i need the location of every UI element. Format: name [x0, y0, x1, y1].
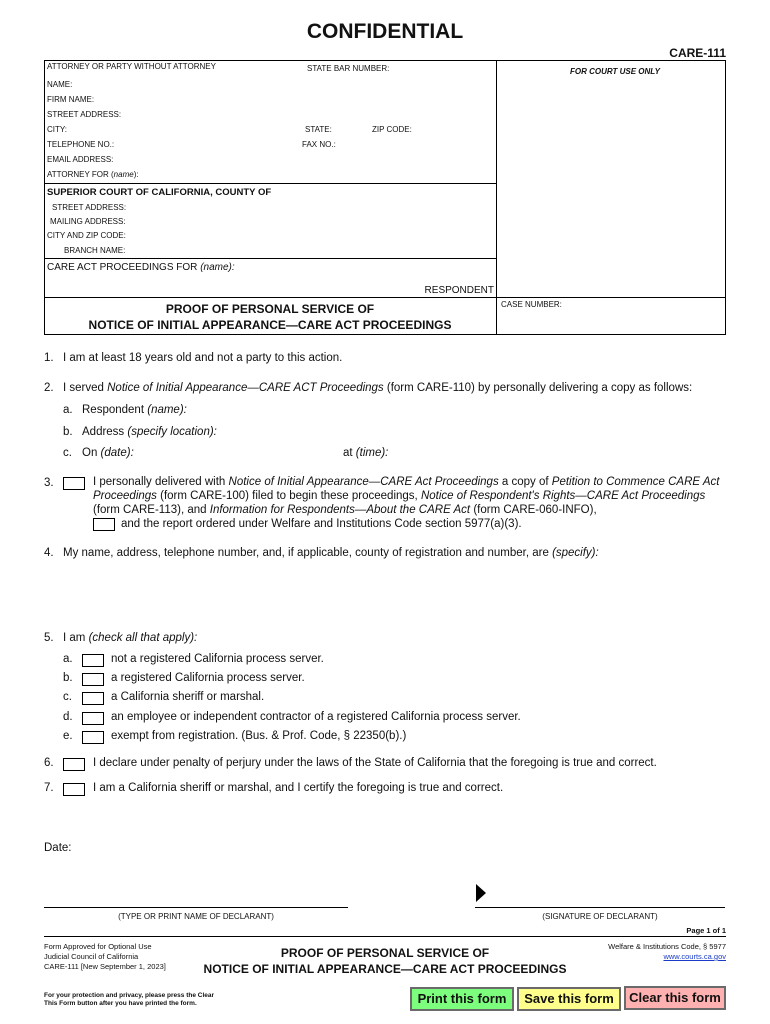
street-address-label: STREET ADDRESS:	[47, 110, 122, 119]
item-2-form-title: Notice of Initial Appearance—CARE ACT Proceedings	[107, 382, 384, 394]
item-4-text	[63, 547, 599, 559]
item-7-number: 7.	[44, 782, 54, 794]
court-use-label: FOR COURT USE ONLY	[570, 67, 660, 76]
item-2c-time	[343, 447, 388, 459]
item-5b-letter: b.	[63, 672, 73, 684]
item-3-l2-mid: (form CARE-100) filed to begin these proceedings,	[160, 490, 418, 502]
item-6-text: I declare under penalty of perjury under the laws of the State of California that the foregoing is true and correct.	[93, 757, 657, 769]
attorney-for-label	[47, 170, 139, 179]
item-5a-text: not a registered California process server.	[111, 653, 324, 665]
state-bar-label: STATE BAR NUMBER:	[307, 64, 390, 73]
caption-bottom-line	[44, 334, 726, 335]
care-proceedings-text: CARE ACT PROCEEDINGS FOR	[47, 262, 198, 273]
item-5b-text: a registered California process server.	[111, 672, 305, 684]
case-number-label: CASE NUMBER:	[501, 300, 562, 309]
item-2b-ital: (specify location):	[127, 426, 217, 438]
item-5c-letter: c.	[63, 691, 72, 703]
item-5-number: 5.	[44, 632, 54, 644]
date-label: Date:	[44, 842, 72, 854]
zip-label: ZIP CODE:	[372, 125, 412, 134]
item-3-l1-mid: a copy of	[501, 476, 549, 488]
respondent-label: RESPONDENT	[424, 285, 494, 296]
item-3-checkbox[interactable]	[63, 477, 85, 490]
item-5d-text: an employee or independent contractor of a registered California process server.	[111, 711, 521, 723]
item-7-text: I am a California sheriff or marshal, and I certify the foregoing is true and correct.	[93, 782, 504, 794]
signature-arrow-icon	[476, 884, 486, 902]
item-3-line2	[93, 490, 705, 502]
footer-revision: CARE-111 [New September 1, 2023]	[44, 962, 166, 971]
footer-top-line	[44, 936, 726, 937]
item-2-number: 2.	[44, 382, 54, 394]
item-5e-text: exempt from registration. (Bus. & Prof. Code, § 22350(b).)	[111, 730, 407, 742]
telephone-label: TELEPHONE NO.:	[47, 140, 115, 149]
item-5c-checkbox[interactable]	[82, 692, 104, 705]
confidential-heading: CONFIDENTIAL	[306, 20, 464, 43]
courts-website-link[interactable]: www.courts.ca.gov	[663, 952, 726, 961]
care-proceedings-name: (name):	[200, 262, 235, 273]
attorney-for-name: name	[113, 170, 134, 179]
page-indicator: Page 1 of 1	[686, 926, 726, 935]
item-2b-letter: b.	[63, 426, 73, 438]
item-5a-checkbox[interactable]	[82, 654, 104, 667]
signature-label: (SIGNATURE OF DECLARANT)	[542, 912, 658, 921]
state-label: STATE:	[305, 125, 332, 134]
item-2a-text: Respondent	[82, 404, 145, 416]
attorney-label: ATTORNEY OR PARTY WITHOUT ATTORNEY	[47, 62, 216, 71]
item-3-l2-ital2: Notice of Respondent's Rights—CARE Act Proceedings	[420, 490, 706, 502]
form-number: CARE-111	[669, 46, 726, 60]
item-7-checkbox[interactable]	[63, 783, 85, 796]
item-4-number: 4.	[44, 547, 54, 559]
clear-form-button[interactable]: Clear this form	[624, 986, 726, 1010]
privacy-note-line1: For your protection and privacy, please press the Clear	[44, 992, 215, 999]
item-5b-checkbox[interactable]	[82, 673, 104, 686]
print-name-line	[44, 907, 348, 908]
attorney-for-prefix: ATTORNEY FOR (	[47, 170, 114, 179]
item-3-l3-ital: Information for Respondents—About the CARE Act	[209, 504, 471, 516]
item-5a-letter: a.	[63, 653, 73, 665]
court-street-label: STREET ADDRESS:	[52, 203, 127, 212]
item-4-pre: My name, address, telephone number, and, if applicable, county of registration and number, are	[63, 547, 549, 559]
item-3-l1-ital2: Petition to Commence CARE Act	[551, 476, 720, 488]
caption-title-line1: PROOF OF PERSONAL SERVICE OF	[165, 302, 375, 316]
city-zip-label: CITY AND ZIP CODE:	[47, 231, 126, 240]
item-2a-label	[82, 404, 187, 416]
item-5c-text: a California sheriff or marshal.	[111, 691, 265, 703]
caption-title-line2: NOTICE OF INITIAL APPEARANCE—CARE ACT PROCEEDINGS	[88, 318, 452, 332]
item-3-report-checkbox[interactable]	[93, 518, 115, 531]
item-5d-checkbox[interactable]	[82, 712, 104, 725]
caption-attorney-bottom-line	[44, 183, 496, 184]
item-3-l1-ital: Notice of Initial Appearance—CARE Act Proceedings	[228, 476, 499, 488]
print-name-label: (TYPE OR PRINT NAME OF DECLARANT)	[118, 912, 274, 921]
item-2a-letter: a.	[63, 404, 73, 416]
caption-top-line	[44, 60, 726, 61]
item-5d-letter: d.	[63, 711, 73, 723]
item-3-line1	[93, 476, 719, 488]
city-label: CITY:	[47, 125, 68, 134]
item-2b-text: Address	[82, 426, 125, 438]
care-proceedings-label	[47, 262, 235, 273]
item-5-pre: I am	[63, 632, 86, 644]
item-5e-checkbox[interactable]	[82, 731, 104, 744]
firm-name-label: FIRM NAME:	[47, 95, 95, 104]
item-2-text	[63, 382, 692, 394]
item-4-ital: (specify):	[552, 547, 599, 559]
item-3-l3-post: (form CARE-060-INFO),	[473, 504, 597, 516]
item-2a-ital: (name):	[147, 404, 187, 416]
footer-code-citation: Welfare & Institutions Code, § 5977	[608, 942, 726, 951]
name-label: NAME:	[47, 80, 73, 89]
item-2c-text: On	[82, 447, 98, 459]
item-6-checkbox[interactable]	[63, 758, 85, 771]
fax-label: FAX NO.:	[302, 140, 336, 149]
print-form-button[interactable]: Print this form	[410, 987, 514, 1011]
item-3-line3	[93, 504, 597, 516]
item-3-l2-ital: Proceedings	[93, 490, 157, 502]
signature-line	[475, 907, 725, 908]
item-1-number: 1.	[44, 352, 54, 364]
item-1-text: I am at least 18 years old and not a party to this action.	[63, 352, 343, 364]
item-2-pre: I served	[63, 382, 104, 394]
item-3-number: 3.	[44, 477, 54, 489]
item-2c-ital: (date):	[100, 447, 134, 459]
save-form-button[interactable]: Save this form	[517, 987, 621, 1011]
item-6-number: 6.	[44, 757, 54, 769]
privacy-note-line2: This Form button after you have printed the form.	[44, 1000, 197, 1007]
footer-approved: Form Approved for Optional Use	[44, 942, 152, 951]
attorney-for-suffix: ):	[133, 170, 139, 179]
mailing-address-label: MAILING ADDRESS:	[50, 217, 126, 226]
court-label: SUPERIOR COURT OF CALIFORNIA, COUNTY OF	[47, 187, 272, 198]
item-2b-label	[82, 426, 217, 438]
caption-parties-bottom-line	[44, 297, 726, 298]
footer-council: Judicial Council of California	[44, 952, 139, 961]
item-2c-at: at	[343, 447, 353, 459]
item-5e-letter: e.	[63, 730, 73, 742]
caption-left-line	[44, 60, 45, 334]
caption-divider-line	[496, 60, 497, 334]
item-5-ital: (check all that apply):	[88, 632, 198, 644]
caption-court-bottom-line	[44, 258, 496, 259]
item-3-l1-pre: I personally delivered with	[93, 476, 226, 488]
item-2c-label	[82, 447, 134, 459]
branch-name-label: BRANCH NAME:	[64, 246, 126, 255]
item-2c-time-ital: (time):	[355, 447, 389, 459]
item-5-text	[63, 632, 197, 644]
item-3-l3-pre: (form CARE-113), and	[93, 504, 207, 516]
item-2-post: (form CARE-110) by personally delivering a copy as follows:	[386, 382, 693, 394]
item-2c-letter: c.	[63, 447, 72, 459]
footer-title-line1: PROOF OF PERSONAL SERVICE OF	[280, 946, 490, 960]
email-label: EMAIL ADDRESS:	[47, 155, 114, 164]
item-3-line4: and the report ordered under Welfare and Institutions Code section 5977(a)(3).	[121, 518, 522, 530]
footer-title-line2: NOTICE OF INITIAL APPEARANCE—CARE ACT PROCEEDINGS	[203, 962, 567, 976]
caption-right-line	[725, 60, 726, 334]
